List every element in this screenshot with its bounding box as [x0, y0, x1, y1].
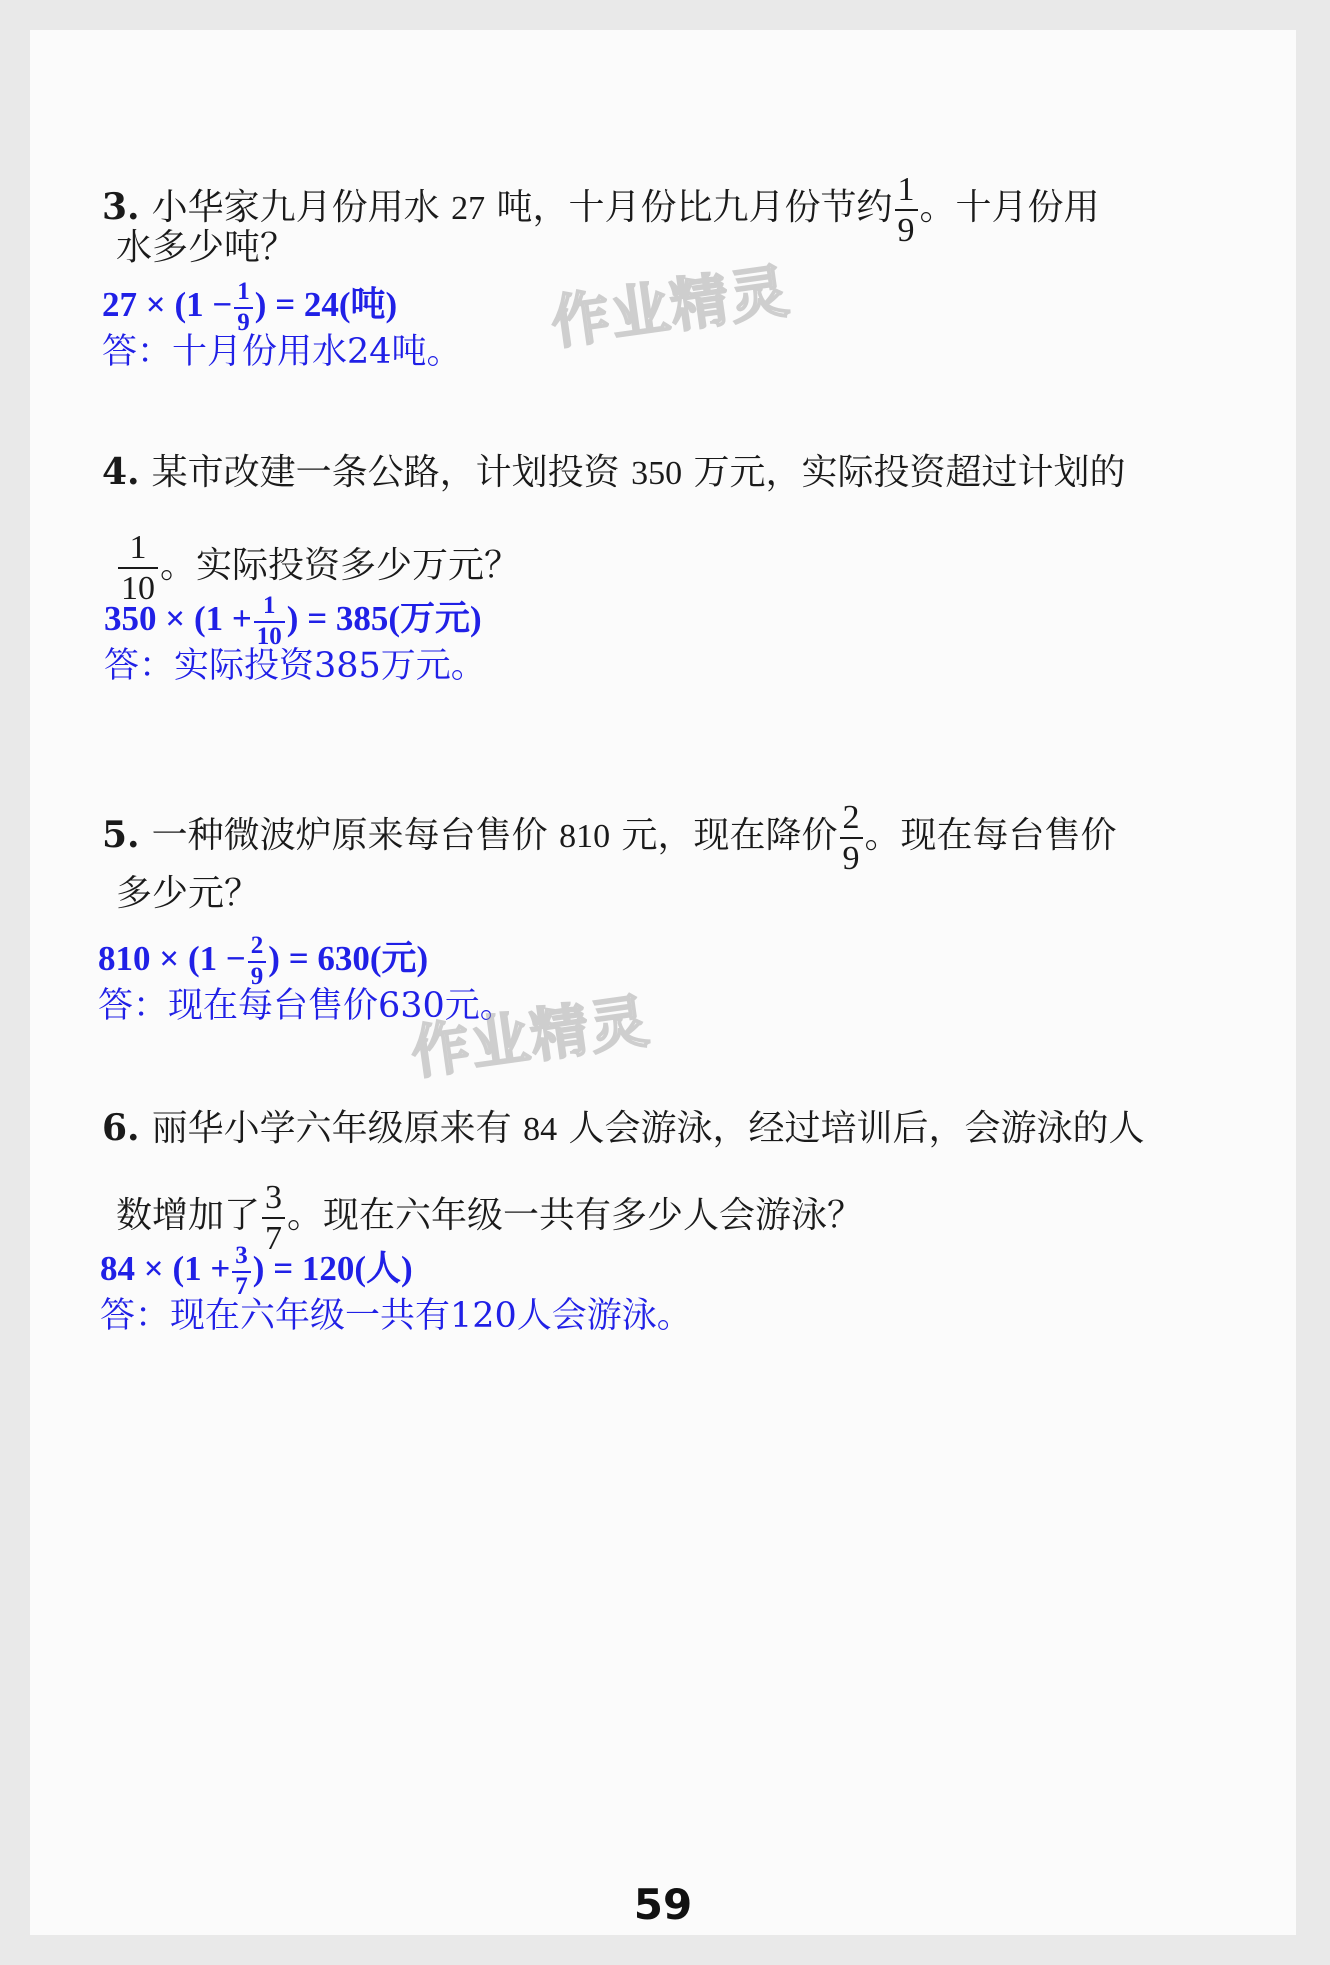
- question-text: 吨，十月份比九月份节约: [496, 187, 893, 229]
- equation-right: ) = 630(元): [268, 938, 429, 978]
- watermark: 作业精灵: [547, 256, 795, 358]
- answer-4-equation: [104, 592, 482, 652]
- numerator: 3: [265, 1179, 283, 1216]
- denominator: 10: [118, 567, 158, 608]
- numerator: 3: [235, 1242, 248, 1269]
- answer-3-text: 答：十月份用水24吨。: [102, 332, 462, 372]
- numerator: 2: [842, 799, 860, 836]
- question-6-line1: [102, 1106, 1145, 1152]
- answer-6-equation: [100, 1242, 413, 1302]
- question-text: 万元，实际投资超过计划的: [693, 452, 1126, 493]
- question-number: 6.: [102, 1107, 140, 1149]
- fraction: [248, 932, 267, 992]
- numerator: 1: [237, 278, 250, 305]
- numerator: 1: [129, 529, 147, 566]
- question-text: 元，现在降价: [621, 815, 838, 857]
- answer-6-text: 答：现在六年级一共有120人会游泳。: [100, 1296, 692, 1336]
- question-value: 84: [523, 1111, 558, 1148]
- question-number: 3.: [102, 186, 140, 229]
- denominator: 7: [262, 1217, 285, 1258]
- question-text: 。现在六年级一共有多少人会游泳？: [287, 1195, 864, 1237]
- question-text: 。现在每台售价: [864, 815, 1117, 857]
- question-value: 810: [559, 818, 611, 856]
- question-value: 350: [631, 455, 683, 492]
- equation-right: ) = 24(吨): [254, 284, 398, 324]
- answer-3-equation: [102, 278, 397, 338]
- watermark: 作业精灵: [407, 986, 655, 1088]
- worksheet-page: [30, 30, 1296, 1935]
- equation-left: 27 × (1 −: [102, 284, 233, 324]
- numerator: 1: [897, 171, 915, 208]
- numerator: 1: [263, 592, 276, 619]
- denominator: 9: [840, 837, 863, 878]
- question-text: 某市改建一条公路，计划投资: [151, 452, 620, 493]
- denominator: 9: [248, 961, 267, 992]
- page-number: 59: [633, 1880, 693, 1929]
- question-number: 4.: [102, 451, 140, 493]
- question-text: 小华家九月份用水: [151, 187, 440, 229]
- question-text: 。实际投资多少万元？: [160, 545, 521, 587]
- fraction: [234, 278, 253, 338]
- fraction: [840, 798, 863, 878]
- equation-left: 84 × (1 +: [100, 1248, 231, 1288]
- question-text: 丽华小学六年级原来有: [151, 1108, 512, 1149]
- question-text: 人会游泳，经过培训后，会游泳的人: [568, 1108, 1145, 1149]
- answer-4-text: 答：实际投资385万元。: [104, 646, 486, 686]
- denominator: 9: [895, 209, 918, 250]
- question-number: 5.: [102, 814, 140, 857]
- answer-5-text: 答：现在每台售价630元。: [98, 986, 515, 1026]
- denominator: 10: [254, 621, 285, 652]
- equation-right: ) = 120(人): [252, 1248, 413, 1288]
- answer-5-equation: [98, 932, 428, 992]
- equation-left: 350 × (1 +: [104, 598, 252, 638]
- question-text: 数增加了: [116, 1195, 261, 1237]
- question-5-line1: [102, 798, 1117, 878]
- fraction: [254, 592, 285, 652]
- question-text: 。十月份用: [919, 187, 1100, 229]
- numerator: 2: [250, 932, 264, 959]
- question-text: 一种微波炉原来每台售价: [151, 815, 548, 857]
- equation-left: 810 × (1 −: [98, 938, 246, 978]
- denominator: 9: [234, 307, 253, 338]
- fraction: [895, 170, 918, 250]
- equation-right: ) = 385(万元): [286, 598, 482, 638]
- denominator: 7: [232, 1271, 251, 1302]
- question-4-line1: [102, 450, 1126, 496]
- question-5-line2: 多少元？: [116, 873, 261, 914]
- question-value: 27: [451, 190, 486, 228]
- question-3-line2: 水多少吨？: [116, 227, 297, 268]
- fraction: [232, 1242, 251, 1302]
